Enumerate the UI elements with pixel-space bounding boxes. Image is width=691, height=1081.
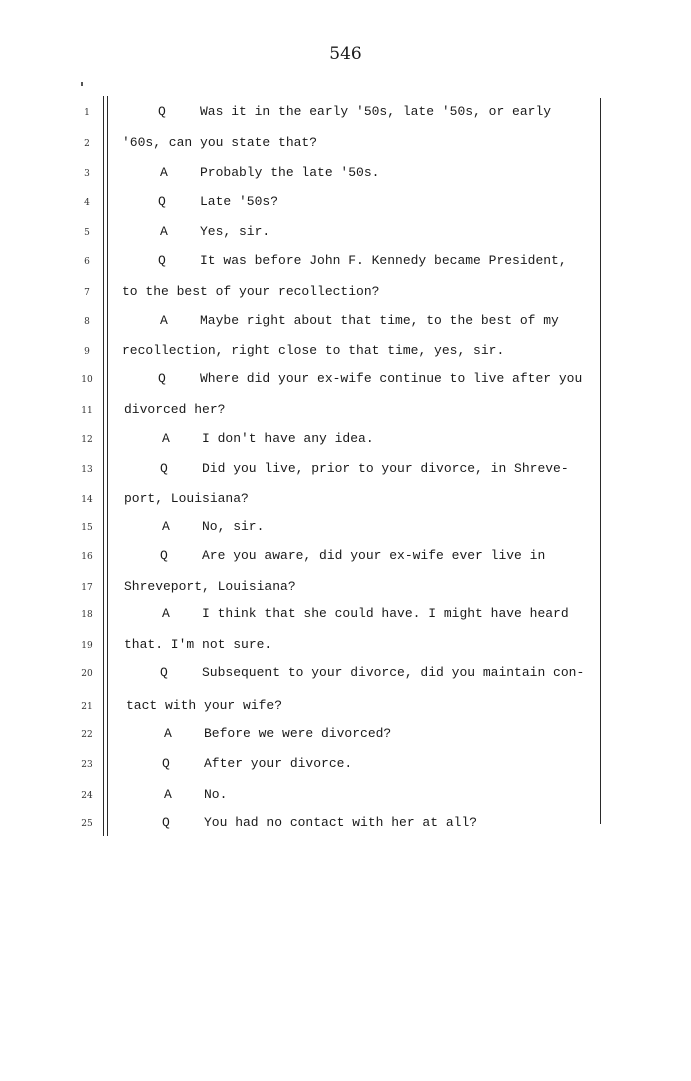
testimony-text: Subsequent to your divorce, did you maintain con- bbox=[202, 665, 585, 680]
question-marker: Q bbox=[160, 461, 168, 476]
testimony-continuation: recollection, right close to that time, yes, sir. bbox=[122, 343, 505, 358]
testimony-continuation: tact with your wife? bbox=[126, 698, 283, 713]
line-number: 15 bbox=[81, 523, 93, 533]
testimony-continuation: divorced her? bbox=[124, 402, 226, 417]
testimony-text: Was it in the early '50s, late '50s, or early bbox=[200, 104, 552, 119]
answer-marker: A bbox=[162, 431, 170, 446]
answer-marker: A bbox=[160, 165, 168, 180]
testimony-text: After your divorce. bbox=[204, 756, 353, 771]
line-number: 3 bbox=[84, 169, 90, 179]
transcript-line bbox=[0, 224, 691, 244]
answer-marker: A bbox=[160, 313, 168, 328]
transcript-line bbox=[0, 787, 691, 807]
line-number: 14 bbox=[81, 495, 93, 505]
testimony-text: You had no contact with her at all? bbox=[204, 815, 478, 830]
line-number: 9 bbox=[84, 347, 90, 357]
transcript-line bbox=[0, 431, 691, 451]
testimony-text: I don't have any idea. bbox=[202, 431, 374, 446]
line-number: 7 bbox=[84, 288, 90, 298]
transcript-line bbox=[0, 491, 691, 511]
transcript-line bbox=[0, 637, 691, 657]
transcript-line bbox=[0, 726, 691, 746]
question-marker: Q bbox=[158, 104, 166, 119]
line-number: 8 bbox=[84, 317, 90, 327]
testimony-text: Where did your ex-wife continue to live after you bbox=[200, 371, 583, 386]
testimony-text: No. bbox=[204, 787, 228, 802]
testimony-continuation: that. I'm not sure. bbox=[124, 637, 273, 652]
testimony-text: Late '50s? bbox=[200, 194, 279, 209]
line-number: 12 bbox=[81, 435, 93, 445]
transcript-line bbox=[0, 194, 691, 214]
line-number: 10 bbox=[81, 375, 93, 385]
line-number: 1 bbox=[84, 108, 90, 118]
line-number: 4 bbox=[84, 198, 90, 208]
transcript-line bbox=[0, 698, 691, 718]
transcript-line bbox=[0, 253, 691, 273]
transcript-line bbox=[0, 815, 691, 835]
question-marker: Q bbox=[160, 665, 168, 680]
transcript-line bbox=[0, 371, 691, 391]
answer-marker: A bbox=[162, 519, 170, 534]
line-number: 17 bbox=[81, 583, 93, 593]
transcript-line bbox=[0, 548, 691, 568]
line-number: 5 bbox=[84, 228, 90, 238]
line-number: 2 bbox=[84, 139, 90, 149]
transcript-line bbox=[0, 343, 691, 363]
answer-marker: A bbox=[164, 726, 172, 741]
testimony-text: No, sir. bbox=[202, 519, 265, 534]
line-number: 25 bbox=[81, 819, 93, 829]
transcript-line bbox=[0, 756, 691, 776]
answer-marker: A bbox=[164, 787, 172, 802]
testimony-text: It was before John F. Kennedy became President, bbox=[200, 253, 567, 268]
testimony-text: Maybe right about that time, to the best of my bbox=[200, 313, 559, 328]
testimony-continuation: to the best of your recollection? bbox=[122, 284, 380, 299]
line-number: 24 bbox=[81, 791, 93, 801]
transcript-line bbox=[0, 461, 691, 481]
question-marker: Q bbox=[162, 756, 170, 771]
answer-marker: A bbox=[162, 606, 170, 621]
transcript-line bbox=[0, 519, 691, 539]
question-marker: Q bbox=[160, 548, 168, 563]
line-number: 21 bbox=[81, 702, 93, 712]
testimony-continuation: Shreveport, Louisiana? bbox=[124, 579, 296, 594]
testimony-text: Probably the late '50s. bbox=[200, 165, 380, 180]
line-number: 6 bbox=[84, 257, 90, 267]
line-number: 20 bbox=[81, 669, 93, 679]
transcript-line bbox=[0, 665, 691, 685]
line-number: 23 bbox=[81, 760, 93, 770]
answer-marker: A bbox=[160, 224, 168, 239]
testimony-text: Yes, sir. bbox=[200, 224, 271, 239]
testimony-continuation: port, Louisiana? bbox=[124, 491, 249, 506]
transcript-line bbox=[0, 402, 691, 422]
question-marker: Q bbox=[158, 253, 166, 268]
page-number: 546 bbox=[329, 44, 362, 64]
testimony-continuation: '60s, can you state that? bbox=[122, 135, 318, 150]
transcript-line bbox=[0, 579, 691, 599]
question-marker: Q bbox=[158, 194, 166, 209]
testimony-text: Before we were divorced? bbox=[204, 726, 392, 741]
line-number: 11 bbox=[81, 406, 93, 416]
transcript-line bbox=[0, 165, 691, 185]
testimony-text: I think that she could have. I might have heard bbox=[202, 606, 569, 621]
testimony-text: Are you aware, did your ex-wife ever live in bbox=[202, 548, 546, 563]
line-number: 18 bbox=[81, 610, 93, 620]
transcript-line bbox=[0, 313, 691, 333]
transcript-line bbox=[0, 606, 691, 626]
line-number: 22 bbox=[81, 730, 93, 740]
line-number: 13 bbox=[81, 465, 93, 475]
testimony-text: Did you live, prior to your divorce, in Shreve- bbox=[202, 461, 569, 476]
question-marker: Q bbox=[162, 815, 170, 830]
line-number: 16 bbox=[81, 552, 93, 562]
line-number: 19 bbox=[81, 641, 93, 651]
transcript-line bbox=[0, 284, 691, 304]
question-marker: Q bbox=[158, 371, 166, 386]
transcript-line bbox=[0, 135, 691, 155]
transcript-line bbox=[0, 104, 691, 124]
